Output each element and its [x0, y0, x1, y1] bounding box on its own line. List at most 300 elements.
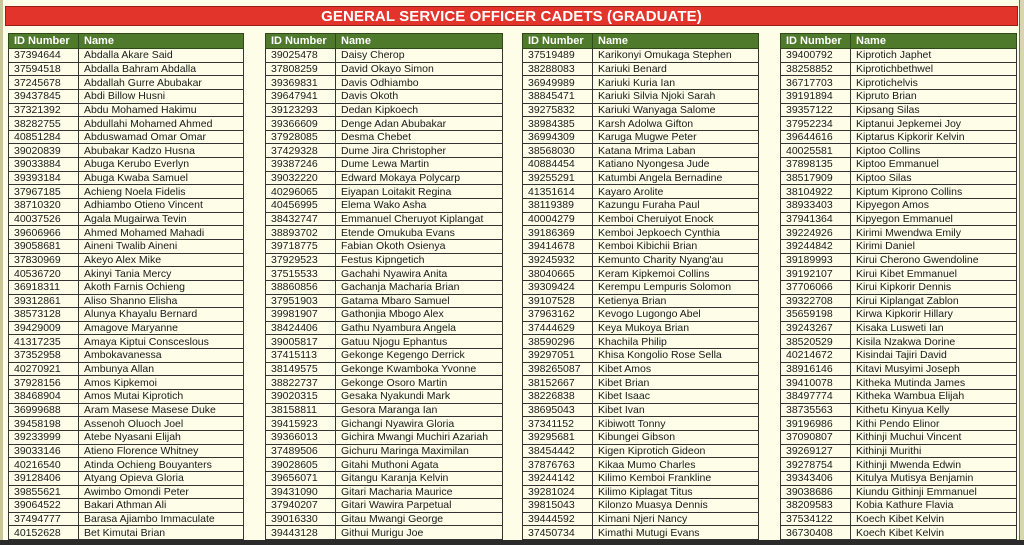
id-number-cell: 38152667 [523, 376, 593, 390]
name-cell: Kisaka Lusweti Ian [851, 321, 1017, 335]
table-row [781, 485, 1017, 499]
table-row [266, 89, 503, 103]
cadets-table-4 [780, 33, 1017, 540]
table-row [266, 130, 503, 144]
id-number-cell: 37321392 [9, 103, 79, 117]
table-row [781, 499, 1017, 513]
id-number-cell: 37415113 [266, 349, 336, 363]
id-number-cell: 39278754 [781, 458, 851, 472]
table-header-row [781, 34, 1017, 49]
id-number-cell: 37928156 [9, 376, 79, 390]
name-cell: Kilimo Kiplagat Titus [593, 485, 759, 499]
id-number-cell: 39410078 [781, 376, 851, 390]
name-header: Name [336, 34, 503, 49]
table-row [9, 144, 244, 158]
id-number-cell: 37830969 [9, 253, 79, 267]
name-cell: Kithi Pendo Elinor [851, 417, 1017, 431]
name-cell: Akeyo Alex Mike [79, 253, 244, 267]
table-row [523, 158, 759, 172]
id-number-cell: 39366013 [266, 430, 336, 444]
id-number-cell: 39038686 [781, 485, 851, 499]
table-row [523, 349, 759, 363]
name-cell: Abuga Kerubo Everlyn [79, 158, 244, 172]
table-row [781, 76, 1017, 90]
table-row [266, 526, 503, 540]
name-cell: Kobia Kathure Flavia [851, 499, 1017, 513]
table-row [266, 308, 503, 322]
id-number-cell: 38288083 [523, 62, 593, 76]
table-row [9, 362, 244, 376]
name-cell: Aliso Shanno Elisha [79, 294, 244, 308]
table-row [523, 294, 759, 308]
id-number-cell: 38040665 [523, 267, 593, 281]
name-cell: Gatuu Njogu Ephantus [336, 335, 503, 349]
table-row [781, 308, 1017, 322]
name-cell: Atinda Ochieng Bouyanters [79, 458, 244, 472]
table-row [523, 117, 759, 131]
table-row [781, 253, 1017, 267]
id-number-cell: 36949989 [523, 76, 593, 90]
name-cell: Daisy Cherop [336, 49, 503, 63]
table-row [781, 376, 1017, 390]
name-cell: Kitheka Wambua Elijah [851, 390, 1017, 404]
id-number-cell: 39005817 [266, 335, 336, 349]
id-number-cell: 39224926 [781, 226, 851, 240]
name-cell: Amaya Kiptui Consceslous [79, 335, 244, 349]
id-number-cell: 37515533 [266, 267, 336, 281]
table-row [781, 321, 1017, 335]
name-cell: Karikonyi Omukaga Stephen [593, 49, 759, 63]
table-row [523, 444, 759, 458]
id-number-cell: 38454442 [523, 444, 593, 458]
table-row [9, 226, 244, 240]
name-cell: Kitulya Mutisya Benjamin [851, 471, 1017, 485]
id-number-cell: 40536720 [9, 267, 79, 281]
table-row [781, 294, 1017, 308]
name-cell: Abdalla Akare Said [79, 49, 244, 63]
id-number-cell: 39243267 [781, 321, 851, 335]
id-number-cell: 38916146 [781, 362, 851, 376]
name-cell: Desma Chebet [336, 130, 503, 144]
id-number-header: ID Number [523, 34, 593, 49]
id-number-cell: 38517909 [781, 171, 851, 185]
table-row [523, 199, 759, 213]
name-cell: Eiyapan Loitakit Regina [336, 185, 503, 199]
name-header: Name [593, 34, 759, 49]
id-number-cell: 37594518 [9, 62, 79, 76]
table-row [781, 267, 1017, 281]
id-number-cell: 38520529 [781, 335, 851, 349]
name-cell: Gesora Maranga Ian [336, 403, 503, 417]
id-number-cell: 398265087 [523, 362, 593, 376]
id-number-cell: 39312861 [9, 294, 79, 308]
table-row [781, 130, 1017, 144]
id-number-cell: 39192107 [781, 267, 851, 281]
table-row [9, 212, 244, 226]
table-row [9, 239, 244, 253]
id-number-cell: 38497774 [781, 390, 851, 404]
id-number-cell: 36999688 [9, 403, 79, 417]
name-cell: Dume Jira Christopher [336, 144, 503, 158]
name-cell: Kiptum Kiprono Collins [851, 185, 1017, 199]
table-row [266, 253, 503, 267]
table-row [9, 171, 244, 185]
id-number-cell: 39429009 [9, 321, 79, 335]
id-number-cell: 37928085 [266, 130, 336, 144]
name-cell: Kariuki Silvia Njoki Sarah [593, 89, 759, 103]
table-row [266, 239, 503, 253]
table-row [266, 390, 503, 404]
id-number-cell: 36994309 [523, 130, 593, 144]
id-number-cell: 40270921 [9, 362, 79, 376]
name-cell: Ambunya Allan [79, 362, 244, 376]
table-row [266, 158, 503, 172]
name-cell: Gekonge Kwamboka Yvonne [336, 362, 503, 376]
table-row [781, 212, 1017, 226]
table-row [523, 185, 759, 199]
table-row [781, 335, 1017, 349]
id-number-cell: 39458198 [9, 417, 79, 431]
table-row [781, 239, 1017, 253]
name-cell: Gatama Mbaro Samuel [336, 294, 503, 308]
name-cell: Gekonge Osoro Martin [336, 376, 503, 390]
id-number-cell: 37808259 [266, 62, 336, 76]
table-row [266, 458, 503, 472]
table-row [266, 499, 503, 513]
table-row [9, 62, 244, 76]
table-row [781, 512, 1017, 526]
name-cell: Gitari Wawira Parpetual [336, 499, 503, 513]
name-cell: Katana Mrima Laban [593, 144, 759, 158]
id-number-cell: 38893702 [266, 226, 336, 240]
table-row [781, 171, 1017, 185]
table-row [523, 49, 759, 63]
id-number-cell: 38573128 [9, 308, 79, 322]
table-row [266, 471, 503, 485]
table-row [266, 512, 503, 526]
name-header: Name [851, 34, 1017, 49]
name-cell: Atieno Florence Whitney [79, 444, 244, 458]
name-cell: Kitavi Musyimi Joseph [851, 362, 1017, 376]
name-cell: Amos Mutai Kiprotich [79, 390, 244, 404]
name-cell: Karsh Adolwa Gifton [593, 117, 759, 131]
id-number-cell: 37494777 [9, 512, 79, 526]
id-number-cell: 39366609 [266, 117, 336, 131]
id-number-cell: 37967185 [9, 185, 79, 199]
name-cell: Kiptarus Kipkorir Kelvin [851, 130, 1017, 144]
name-cell: Kibet Isaac [593, 390, 759, 404]
cadets-table-1 [8, 33, 244, 540]
name-cell: Kazungu Furaha Paul [593, 199, 759, 213]
table-row [781, 444, 1017, 458]
name-cell: Kemboi Kibichii Brian [593, 239, 759, 253]
name-cell: Kipyegon Amos [851, 199, 1017, 213]
id-number-cell: 39415923 [266, 417, 336, 431]
id-number-cell: 37929523 [266, 253, 336, 267]
name-cell: Kibungei Gibson [593, 430, 759, 444]
table-row [9, 308, 244, 322]
table-row [523, 267, 759, 281]
id-number-cell: 39369831 [266, 76, 336, 90]
id-number-cell: 39189993 [781, 253, 851, 267]
id-number-cell: 39107528 [523, 294, 593, 308]
name-cell: Koech Kibet Kelvin [851, 526, 1017, 540]
id-number-cell: 38933403 [781, 199, 851, 213]
name-cell: Kithinji Muchui Vincent [851, 430, 1017, 444]
id-number-cell: 39123293 [266, 103, 336, 117]
table-row [9, 390, 244, 404]
table-row [9, 267, 244, 281]
table-row [9, 76, 244, 90]
id-number-cell: 38158811 [266, 403, 336, 417]
name-cell: Katiano Nyongesa Jude [593, 158, 759, 172]
name-cell: Kibet Brian [593, 376, 759, 390]
name-cell: Kipsang Silas [851, 103, 1017, 117]
table-row [9, 349, 244, 363]
cadets-table-3 [522, 33, 759, 540]
page-left-edge [0, 0, 3, 545]
table-row [9, 253, 244, 267]
name-cell: Kithetu Kinyua Kelly [851, 403, 1017, 417]
id-number-cell: 37394644 [9, 49, 79, 63]
name-cell: Elema Wako Asha [336, 199, 503, 213]
id-number-cell: 38822737 [266, 376, 336, 390]
id-number-cell: 39244842 [781, 239, 851, 253]
id-number-cell: 38568030 [523, 144, 593, 158]
id-number-cell: 37963162 [523, 308, 593, 322]
table-row [9, 117, 244, 131]
table-row [781, 185, 1017, 199]
name-cell: Gachahi Nyawira Anita [336, 267, 503, 281]
name-cell: Kariuki Wanyaga Salome [593, 103, 759, 117]
name-cell: Kiundu Githinji Emmanuel [851, 485, 1017, 499]
table-row [523, 526, 759, 540]
name-cell: Emmanuel Cheruyot Kiplangat [336, 212, 503, 226]
name-cell: Gichira Mwangi Muchiri Azariah [336, 430, 503, 444]
id-number-cell: 39281024 [523, 485, 593, 499]
id-number-cell: 39028605 [266, 458, 336, 472]
id-number-cell: 39255291 [523, 171, 593, 185]
name-cell: Kemunto Charity Nyang'au [593, 253, 759, 267]
name-cell: Fabian Okoth Osienya [336, 239, 503, 253]
id-number-cell: 39444592 [523, 512, 593, 526]
id-number-cell: 39245932 [523, 253, 593, 267]
name-cell: Kirui Kiplangat Zablon [851, 294, 1017, 308]
name-cell: Gichangi Nyawira Gloria [336, 417, 503, 431]
id-number-cell: 39343406 [781, 471, 851, 485]
table-row [266, 49, 503, 63]
name-cell: Gathu Nyambura Angela [336, 321, 503, 335]
table-row [781, 103, 1017, 117]
name-cell: Katumbi Angela Bernadine [593, 171, 759, 185]
name-cell: Ambokavanessa [79, 349, 244, 363]
name-cell: David Okayo Simon [336, 62, 503, 76]
name-cell: Amagove Maryanne [79, 321, 244, 335]
name-cell: Gachanja Macharia Brian [336, 280, 503, 294]
name-cell: Etende Omukuba Evans [336, 226, 503, 240]
name-cell: Atyang Opieva Gloria [79, 471, 244, 485]
name-cell: Kiptoo Silas [851, 171, 1017, 185]
id-number-cell: 39656071 [266, 471, 336, 485]
page-right-edge [1019, 0, 1024, 545]
name-cell: Abubakar Kadzo Husna [79, 144, 244, 158]
id-number-cell: 38860856 [266, 280, 336, 294]
id-number-cell: 41317235 [9, 335, 79, 349]
table-row [523, 390, 759, 404]
table-row [781, 117, 1017, 131]
bottom-bar [0, 540, 1024, 545]
id-number-cell: 39064522 [9, 499, 79, 513]
table-row [523, 458, 759, 472]
id-number-cell: 37952234 [781, 117, 851, 131]
id-number-cell: 40025581 [781, 144, 851, 158]
table-row [523, 226, 759, 240]
id-number-cell: 39244142 [523, 471, 593, 485]
table-row [9, 485, 244, 499]
table-row [9, 471, 244, 485]
table-row [781, 89, 1017, 103]
id-number-cell: 36717703 [781, 76, 851, 90]
name-cell: Kirimi Daniel [851, 239, 1017, 253]
name-cell: Achieng Noela Fidelis [79, 185, 244, 199]
name-cell: Khisa Kongolio Rose Sella [593, 349, 759, 363]
id-number-cell: 39016330 [266, 512, 336, 526]
name-cell: Kigen Kiprotich Gideon [593, 444, 759, 458]
name-cell: Kimani Njeri Nancy [593, 512, 759, 526]
table-row [523, 308, 759, 322]
table-row [523, 280, 759, 294]
table-row [523, 130, 759, 144]
table-row [523, 403, 759, 417]
id-number-cell: 39431090 [266, 485, 336, 499]
name-cell: Abdalla Bahram Abdalla [79, 62, 244, 76]
id-number-cell: 39020315 [266, 390, 336, 404]
name-cell: Gathonjia Mbogo Alex [336, 308, 503, 322]
name-cell: Kiprotich Japhet [851, 49, 1017, 63]
id-number-cell: 38119389 [523, 199, 593, 213]
table-row [781, 226, 1017, 240]
name-cell: Kirimi Mwendwa Emily [851, 226, 1017, 240]
table-row [523, 376, 759, 390]
id-number-cell: 35659198 [781, 308, 851, 322]
name-cell: Abdallah Gurre Abubakar [79, 76, 244, 90]
table-row [266, 376, 503, 390]
table-row [781, 349, 1017, 363]
id-number-cell: 39033146 [9, 444, 79, 458]
table-row [781, 471, 1017, 485]
name-cell: Akoth Farnis Ochieng [79, 280, 244, 294]
table-row [781, 526, 1017, 540]
id-number-cell: 39309424 [523, 280, 593, 294]
id-number-cell: 39357122 [781, 103, 851, 117]
name-cell: Kirui Kibet Emmanuel [851, 267, 1017, 281]
name-header: Name [79, 34, 244, 49]
name-cell: Khachila Philip [593, 335, 759, 349]
id-number-cell: 39718775 [266, 239, 336, 253]
table-header-row [266, 34, 503, 49]
name-cell: Agala Mugairwa Tevin [79, 212, 244, 226]
table-row [266, 321, 503, 335]
table-row [9, 458, 244, 472]
id-number-cell: 39981907 [266, 308, 336, 322]
table-row [781, 62, 1017, 76]
id-number-cell: 40004279 [523, 212, 593, 226]
table-row [781, 144, 1017, 158]
id-number-header: ID Number [9, 34, 79, 49]
name-cell: Davis Okoth [336, 89, 503, 103]
name-cell: Kibet Ivan [593, 403, 759, 417]
id-number-cell: 39233999 [9, 430, 79, 444]
id-number-cell: 38226838 [523, 390, 593, 404]
name-cell: Dedan Kipkoech [336, 103, 503, 117]
name-cell: Kirwa Kipkorir Hillary [851, 308, 1017, 322]
id-number-cell: 38149575 [266, 362, 336, 376]
id-number-cell: 39400792 [781, 49, 851, 63]
id-number-cell: 37941364 [781, 212, 851, 226]
table-header-row [523, 34, 759, 49]
name-cell: Awimbo Omondi Peter [79, 485, 244, 499]
id-number-cell: 36918311 [9, 280, 79, 294]
name-cell: Adhiambo Otieno Vincent [79, 199, 244, 213]
name-cell: Karuga Mugwe Peter [593, 130, 759, 144]
cadets-table-2 [265, 33, 503, 540]
table-row [523, 335, 759, 349]
table-row [523, 417, 759, 431]
id-number-cell: 38282755 [9, 117, 79, 131]
table-row [781, 362, 1017, 376]
name-cell: Kerempu Lempuris Solomon [593, 280, 759, 294]
table-row [9, 526, 244, 540]
table-row [9, 512, 244, 526]
table-row [9, 430, 244, 444]
table-row [9, 403, 244, 417]
id-number-cell: 37940207 [266, 499, 336, 513]
id-number-cell: 38735563 [781, 403, 851, 417]
id-number-cell: 40296065 [266, 185, 336, 199]
id-number-cell: 39437845 [9, 89, 79, 103]
name-cell: Kemboi Jepkoech Cynthia [593, 226, 759, 240]
name-cell: Koech Kibet Kelvin [851, 512, 1017, 526]
table-row [266, 199, 503, 213]
table-row [781, 430, 1017, 444]
name-cell: Aineni Twalib Aineni [79, 239, 244, 253]
table-row [9, 158, 244, 172]
table-row [523, 89, 759, 103]
name-cell: Githui Murigu Joe [336, 526, 503, 540]
name-cell: Kithinji Mwenda Edwin [851, 458, 1017, 472]
table-row [523, 253, 759, 267]
table-row [266, 76, 503, 90]
name-cell: Abdullahi Mohamed Ahmed [79, 117, 244, 131]
table-row [266, 280, 503, 294]
id-number-cell: 38710320 [9, 199, 79, 213]
name-cell: Kimathi Mutugi Evans [593, 526, 759, 540]
table-row [266, 485, 503, 499]
table-row [9, 49, 244, 63]
id-number-cell: 37898135 [781, 158, 851, 172]
table-row [781, 403, 1017, 417]
id-number-cell: 37341152 [523, 417, 593, 431]
name-cell: Gichuru Maringa Maximilan [336, 444, 503, 458]
id-number-cell: 38432747 [266, 212, 336, 226]
table-row [266, 117, 503, 131]
name-cell: Edward Mokaya Polycarp [336, 171, 503, 185]
id-number-cell: 39297051 [523, 349, 593, 363]
name-cell: Kilimo Kemboi Frankline [593, 471, 759, 485]
table-row [266, 185, 503, 199]
name-cell: Davis Odhiambo [336, 76, 503, 90]
name-cell: Ahmed Mohamed Mahadi [79, 226, 244, 240]
